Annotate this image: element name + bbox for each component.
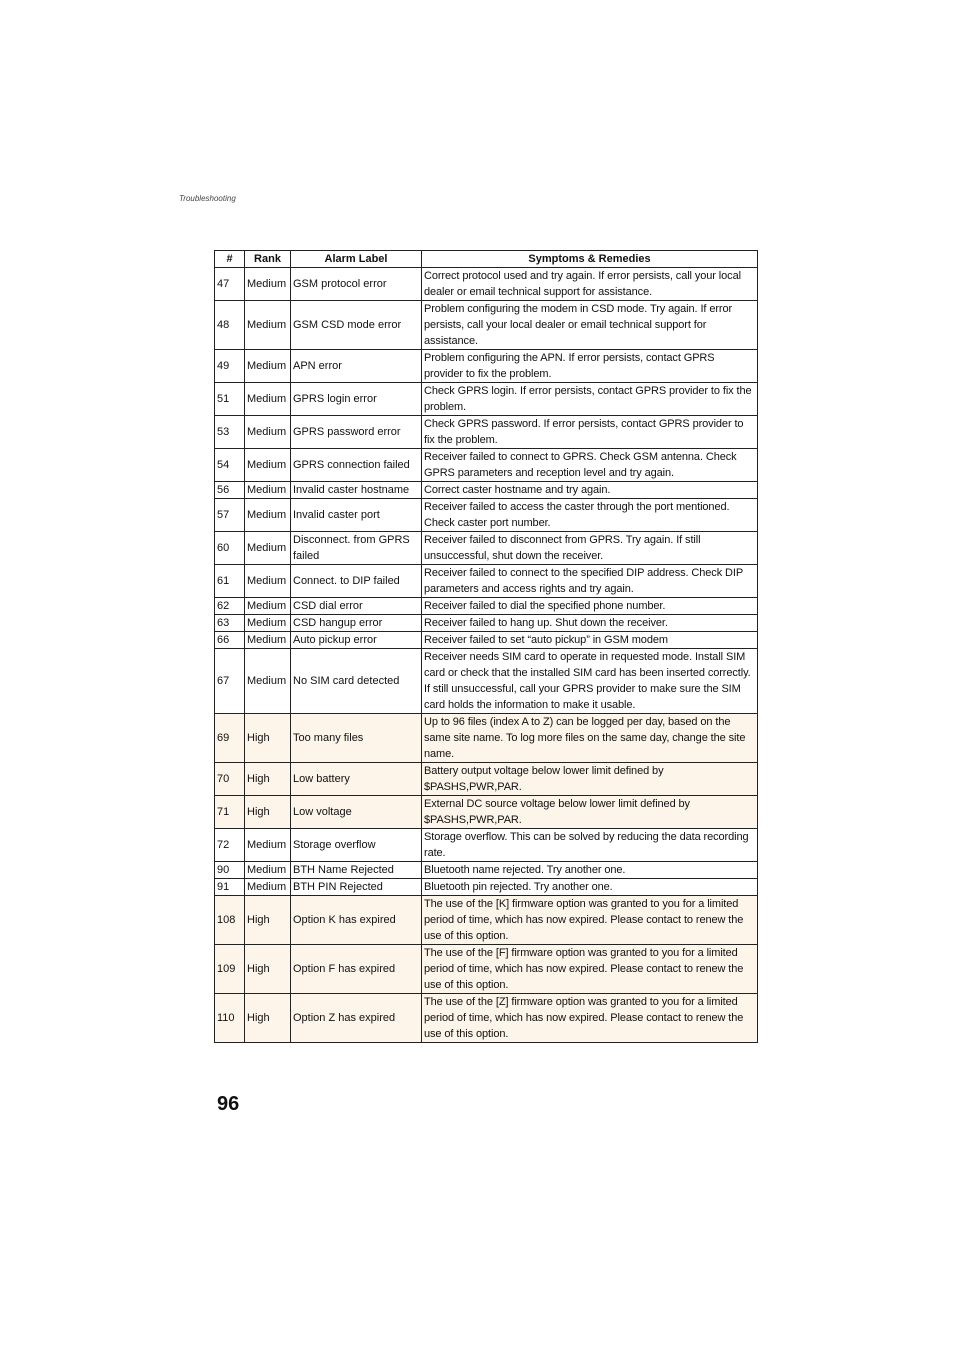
- alarm-symptoms-cell: Correct protocol used and try again. If error persists, call your local dealer or email technical support for assistance.: [422, 268, 758, 301]
- alarm-symptoms-cell: Battery output voltage below lower limit defined by $PASHS,PWR,PAR.: [422, 763, 758, 796]
- table-row: [215, 714, 758, 763]
- alarm-symptoms-cell: Check GPRS login. If error persists, contact GPRS provider to fix the problem.: [422, 383, 758, 416]
- table-row: [215, 879, 758, 896]
- alarm-label-cell: Invalid caster hostname: [291, 482, 422, 499]
- column-header-rank: Rank: [245, 251, 291, 268]
- alarm-symptoms-cell: Receiver failed to access the caster through the port mentioned. Check caster port number.: [422, 499, 758, 532]
- alarm-label-cell: GPRS connection failed: [291, 449, 422, 482]
- alarm-rank-cell: Medium: [245, 829, 291, 862]
- alarm-number-cell: 48: [215, 301, 245, 350]
- alarm-symptoms-cell: Problem configuring the modem in CSD mode. Try again. If error persists, call your local dealer or email technical support for assistance.: [422, 301, 758, 350]
- table-row: [215, 350, 758, 383]
- alarm-table-body: [215, 268, 758, 1043]
- alarm-rank-cell: Medium: [245, 383, 291, 416]
- alarm-symptoms-cell: Receiver failed to disconnect from GPRS. Try again. If still unsuccessful, shut down the receiver.: [422, 532, 758, 565]
- alarm-label-cell: GPRS login error: [291, 383, 422, 416]
- alarm-label-cell: Disconnect. from GPRS failed: [291, 532, 422, 565]
- section-header: Troubleshooting: [179, 194, 236, 203]
- alarm-label-cell: Invalid caster port: [291, 499, 422, 532]
- table-row: [215, 598, 758, 615]
- table-row: [215, 945, 758, 994]
- alarm-number-cell: 67: [215, 649, 245, 714]
- alarm-rank-cell: Medium: [245, 598, 291, 615]
- alarm-number-cell: 62: [215, 598, 245, 615]
- alarm-number-cell: 90: [215, 862, 245, 879]
- alarm-number-cell: 54: [215, 449, 245, 482]
- alarm-rank-cell: Medium: [245, 532, 291, 565]
- alarm-symptoms-cell: Up to 96 files (index A to Z) can be logged per day, based on the same site name. To log more files on the same day, change the site name.: [422, 714, 758, 763]
- table-row: [215, 383, 758, 416]
- alarm-symptoms-cell: Problem configuring the APN. If error persists, contact GPRS provider to fix the problem.: [422, 350, 758, 383]
- alarm-label-cell: APN error: [291, 350, 422, 383]
- alarm-number-cell: 72: [215, 829, 245, 862]
- table-row: [215, 565, 758, 598]
- alarm-rank-cell: Medium: [245, 449, 291, 482]
- table-row: [215, 268, 758, 301]
- alarm-number-cell: 70: [215, 763, 245, 796]
- alarm-symptoms-cell: Receiver failed to connect to GPRS. Check GSM antenna. Check GPRS parameters and reception level and try again.: [422, 449, 758, 482]
- alarm-label-cell: Option F has expired: [291, 945, 422, 994]
- alarm-symptoms-cell: Receiver failed to dial the specified phone number.: [422, 598, 758, 615]
- alarm-number-cell: 110: [215, 994, 245, 1043]
- alarm-symptoms-cell: The use of the [Z] firmware option was granted to you for a limited period of time, which has now expired. Please contact to renew the use of this option.: [422, 994, 758, 1043]
- alarm-label-cell: Low battery: [291, 763, 422, 796]
- alarm-label-cell: Option K has expired: [291, 896, 422, 945]
- alarm-symptoms-cell: Bluetooth pin rejected. Try another one.: [422, 879, 758, 896]
- alarm-label-cell: BTH Name Rejected: [291, 862, 422, 879]
- alarm-rank-cell: Medium: [245, 416, 291, 449]
- alarm-number-cell: 47: [215, 268, 245, 301]
- alarm-symptoms-cell: Receiver needs SIM card to operate in requested mode. Install SIM card or check that the installed SIM card has been inserted correctly. If still unsuccessful, call your GPRS provider to make sure the SIM card holds the information to make it usable.: [422, 649, 758, 714]
- alarm-rank-cell: High: [245, 796, 291, 829]
- alarm-number-cell: 56: [215, 482, 245, 499]
- alarm-number-cell: 109: [215, 945, 245, 994]
- table-row: [215, 301, 758, 350]
- alarm-rank-cell: High: [245, 714, 291, 763]
- alarm-symptoms-cell: Receiver failed to hang up. Shut down the receiver.: [422, 615, 758, 632]
- alarm-label-cell: BTH PIN Rejected: [291, 879, 422, 896]
- alarm-label-cell: Storage overflow: [291, 829, 422, 862]
- alarm-number-cell: 91: [215, 879, 245, 896]
- alarm-rank-cell: Medium: [245, 615, 291, 632]
- alarm-number-cell: 63: [215, 615, 245, 632]
- table-row: [215, 532, 758, 565]
- alarm-symptoms-cell: Check GPRS password. If error persists, contact GPRS provider to fix the problem.: [422, 416, 758, 449]
- alarm-label-cell: Option Z has expired: [291, 994, 422, 1043]
- table-row: [215, 763, 758, 796]
- table-row: [215, 416, 758, 449]
- table-row: [215, 499, 758, 532]
- alarm-rank-cell: Medium: [245, 482, 291, 499]
- alarm-rank-cell: High: [245, 896, 291, 945]
- alarm-symptoms-cell: Correct caster hostname and try again.: [422, 482, 758, 499]
- table-header-row: [215, 251, 758, 268]
- alarm-number-cell: 66: [215, 632, 245, 649]
- alarm-number-cell: 53: [215, 416, 245, 449]
- alarm-symptoms-cell: The use of the [F] firmware option was granted to you for a limited period of time, which has now expired. Please contact to renew the use of this option.: [422, 945, 758, 994]
- alarm-number-cell: 57: [215, 499, 245, 532]
- table-row: [215, 994, 758, 1043]
- alarm-label-cell: GSM CSD mode error: [291, 301, 422, 350]
- alarm-rank-cell: High: [245, 994, 291, 1043]
- alarm-number-cell: 51: [215, 383, 245, 416]
- table-row: [215, 449, 758, 482]
- alarm-rank-cell: Medium: [245, 649, 291, 714]
- alarm-table: [214, 250, 758, 1043]
- alarm-rank-cell: Medium: [245, 862, 291, 879]
- alarm-label-cell: GPRS password error: [291, 416, 422, 449]
- alarm-rank-cell: Medium: [245, 350, 291, 383]
- alarm-rank-cell: Medium: [245, 879, 291, 896]
- column-header-number: #: [215, 251, 245, 268]
- alarm-symptoms-cell: External DC source voltage below lower limit defined by $PASHS,PWR,PAR.: [422, 796, 758, 829]
- column-header-alarm-label: Alarm Label: [291, 251, 422, 268]
- alarm-label-cell: Too many files: [291, 714, 422, 763]
- column-header-symptoms: Symptoms & Remedies: [422, 251, 758, 268]
- alarm-label-cell: No SIM card detected: [291, 649, 422, 714]
- table-row: [215, 482, 758, 499]
- alarm-rank-cell: Medium: [245, 499, 291, 532]
- alarm-symptoms-cell: Storage overflow. This can be solved by reducing the data recording rate.: [422, 829, 758, 862]
- alarm-rank-cell: Medium: [245, 632, 291, 649]
- table-row: [215, 649, 758, 714]
- alarm-number-cell: 61: [215, 565, 245, 598]
- alarm-symptoms-cell: Bluetooth name rejected. Try another one.: [422, 862, 758, 879]
- alarm-symptoms-cell: The use of the [K] firmware option was granted to you for a limited period of time, which has now expired. Please contact to renew the use of this option.: [422, 896, 758, 945]
- alarm-number-cell: 60: [215, 532, 245, 565]
- alarm-number-cell: 69: [215, 714, 245, 763]
- table-row: [215, 796, 758, 829]
- alarm-rank-cell: High: [245, 763, 291, 796]
- table-row: [215, 862, 758, 879]
- table-row: [215, 615, 758, 632]
- alarm-label-cell: CSD dial error: [291, 598, 422, 615]
- alarm-label-cell: Low voltage: [291, 796, 422, 829]
- table-row: [215, 896, 758, 945]
- alarm-number-cell: 71: [215, 796, 245, 829]
- table-row: [215, 829, 758, 862]
- alarm-symptoms-cell: Receiver failed to connect to the specified DIP address. Check DIP parameters and access rights and try again.: [422, 565, 758, 598]
- alarm-symptoms-cell: Receiver failed to set “auto pickup” in GSM modem: [422, 632, 758, 649]
- alarm-label-cell: CSD hangup error: [291, 615, 422, 632]
- page-number: 96: [217, 1093, 240, 1115]
- alarm-number-cell: 108: [215, 896, 245, 945]
- table-row: [215, 632, 758, 649]
- alarm-number-cell: 49: [215, 350, 245, 383]
- alarm-label-cell: Connect. to DIP failed: [291, 565, 422, 598]
- alarm-rank-cell: Medium: [245, 301, 291, 350]
- alarm-rank-cell: Medium: [245, 565, 291, 598]
- alarm-label-cell: Auto pickup error: [291, 632, 422, 649]
- alarm-label-cell: GSM protocol error: [291, 268, 422, 301]
- alarm-rank-cell: Medium: [245, 268, 291, 301]
- alarm-rank-cell: High: [245, 945, 291, 994]
